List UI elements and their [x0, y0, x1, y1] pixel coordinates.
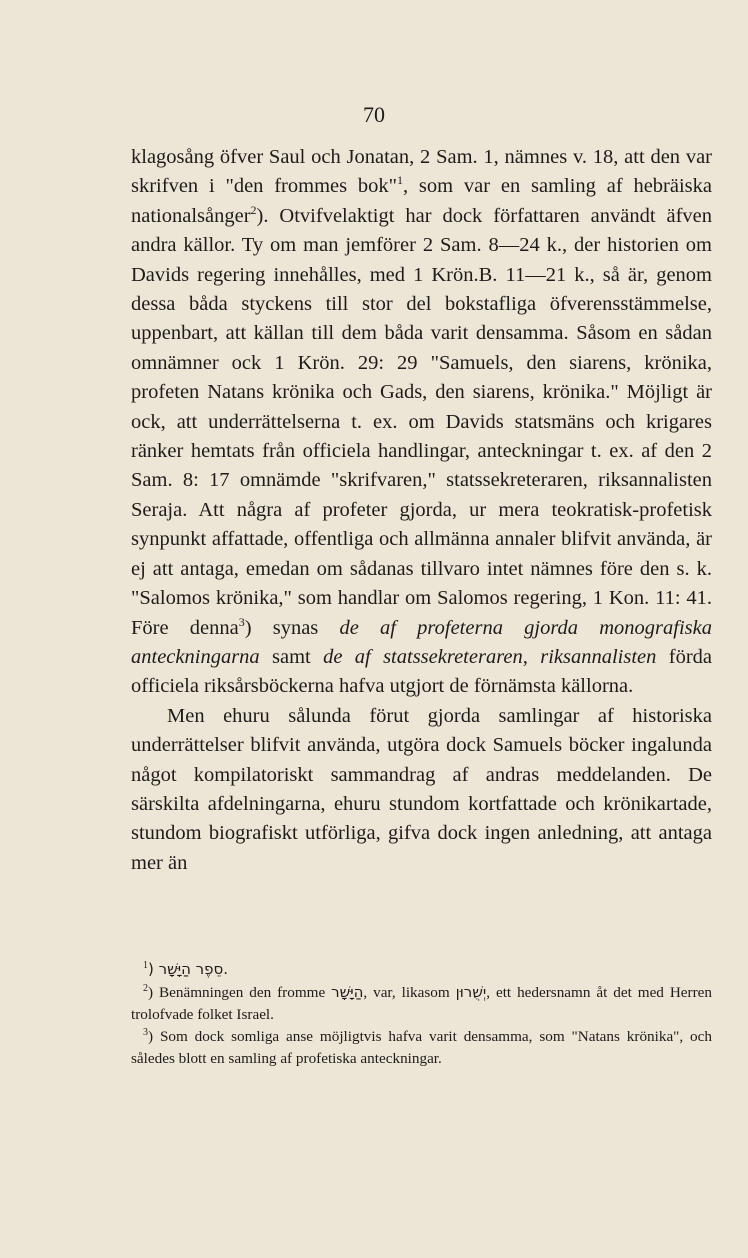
footnote-3-text: ) Som dock somliga anse möjligtvis hafva varit densamma, som "Natans krönika", och således blott en samling af profetiska anteckningar.: [131, 1028, 712, 1067]
footnote-2: [131, 981, 712, 1026]
footnote-2-hebrew-2: יְשֻׁרוּן: [455, 983, 487, 1001]
footnote-1-mark: 1: [143, 959, 148, 971]
p1-text-f: förda officiela riksårsböckerna hafva utgjort de förnämsta källorna.: [131, 645, 713, 698]
footnote-1-text: ) סֵפֶר הַיָּשָׁר.: [148, 960, 228, 978]
footnote-ref-2: 2: [250, 202, 257, 217]
footnote-1: [131, 958, 712, 981]
footnote-ref-1: 1: [397, 173, 404, 188]
footnote-2-mark: 2: [143, 982, 148, 994]
paragraph-1: [131, 143, 712, 702]
footnote-2-text-c: , ett hedersnamn åt det med Herren trolofvade folket Israel.: [131, 984, 712, 1023]
footnote-2-text-b: , var, likasom: [363, 984, 456, 1001]
paragraph-2: Men ehuru sålunda förut gjorda samlingar af historiska underrättelser blifvit använda, utgöra dock Samuels böcker ingalunda något kompilatoriskt sammandrag af andras meddelanden. De särskilta afdelningarna, ehuru stundom kortfattade och krönikartade, stundom biografiskt utförliga, gifva dock ingen anledning, att antaga mer än: [131, 704, 712, 874]
footnote-2-text-a: ) Benämningen den fromme: [148, 984, 332, 1001]
footnotes: [131, 958, 712, 1070]
p1-italic-2: de af statssekreteraren, riksannalisten: [323, 645, 657, 668]
p1-text-e: samt: [259, 645, 324, 668]
footnote-3-mark: 3: [143, 1026, 148, 1038]
p1-italic-1: de af profeterna gjorda monografiska anteckningarna: [131, 616, 712, 668]
footnote-3: [131, 1026, 712, 1070]
body-text: [131, 143, 712, 878]
page-number: 70: [363, 102, 385, 127]
p1-text-a: klagosång öfver Saul och Jonatan, 2 Sam. 1, nämnes v. 18, att den var skrifven i "den frommes bok": [131, 146, 712, 198]
p1-text-b: , som var en samling af hebräiska nationalsånger: [131, 175, 712, 227]
p1-text-c: ). Otvifvelaktigt har dock författaren användt äfven andra källor. Ty om man jemförer 2 Sam. 8—24 k., der historien om Davids regering innehålles, med 1 Krön.B. 11—21 k., så är, genom dessa båda styckens till stor del bokstafliga öfverensstämmelse, uppenbart, att källan till dem båda varit densamma. Såsom en sådan omnämner ock 1 Krön. 29: 29 "Samuels, den siarens, krönika, profeten Natans krönika och Gads, den siarens, krönika." Möjligt är ock, att underrättelserna t. ex. om Davids statsmäns och krigares ränker hemtats från officiela handlingar, anteckningar t. ex. af den 2 Sam. 8: 17 omnämde "skrifvaren," statssekreteraren, riksannalisten Seraja. Att några af profeter gjorda, ur mera teokratisk-profetisk synpunkt affattade, offentliga och allmänna annaler blifvit använda, är ej att antaga, emedan om sådanas tillvaro intet nämnes före den s. k. "Salomos krönika," som handlar om Salomos regering, 1 Kon. 11: 41. Före denna: [131, 204, 712, 639]
footnote-ref-3: 3: [238, 614, 245, 629]
p1-text-d: ) synas: [244, 616, 340, 639]
footnote-2-hebrew-1: הַיָּשָׁר: [331, 983, 364, 1001]
